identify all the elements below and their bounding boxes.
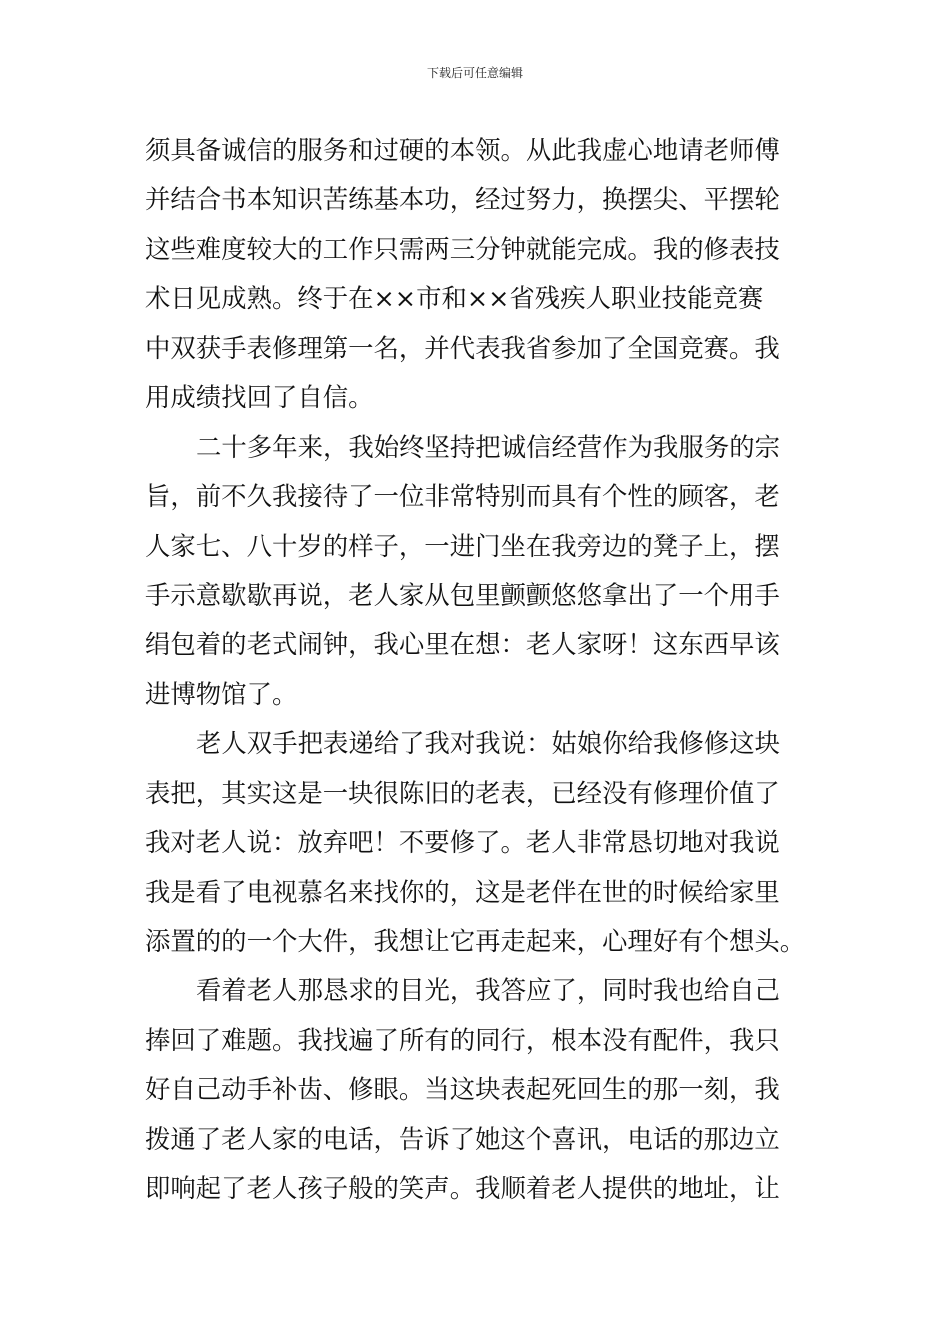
text-line: 手示意歇歇再说，老人家从包里颤颤悠悠拿出了一个用手	[145, 579, 780, 610]
text-line: 拨通了老人家的电话，告诉了她这个喜讯，电话的那边立	[145, 1123, 780, 1154]
text-line: 好自己动手补齿、修眼。当这块表起死回生的那一刻，我	[145, 1074, 780, 1105]
text-line: 添置的的一个大件，我想让它再走起来，心理好有个想头。	[145, 926, 806, 956]
paragraph-first-line: 老人双手把表递给了我对我说：姑娘你给我修修这块	[196, 728, 780, 759]
text-line: 进博物馆了。	[145, 678, 298, 709]
paragraph-first-line: 二十多年来，我始终坚持把诚信经营作为我服务的宗	[196, 431, 780, 462]
text-line: 我是看了电视慕名来找你的，这是老伴在世的时候给家里	[145, 876, 780, 907]
page-header-note: 下载后可任意编辑	[426, 66, 523, 80]
text-line: 术日见成熟。终于在××市和××省残疾人职业技能竞赛	[145, 283, 764, 314]
paragraph-first-line: 看着老人那恳求的目光，我答应了，同时我也给自己	[196, 975, 780, 1006]
text-line: 中双获手表修理第一名，并代表我省参加了全国竞赛。我	[145, 332, 780, 363]
text-line: 须具备诚信的服务和过硬的本领。从此我虚心地请老师傅	[145, 135, 780, 165]
text-line: 人家七、八十岁的样子，一进门坐在我旁边的凳子上，摆	[145, 530, 780, 561]
text-line: 表把，其实这是一块很陈旧的老表，已经没有修理价值了	[145, 777, 780, 808]
text-line: 绢包着的老式闹钟，我心里在想：老人家呀！这东西早该	[145, 629, 780, 660]
text-line: 我对老人说：放弃吧！不要修了。老人非常恳切地对我说	[145, 827, 780, 858]
text-line: 捧回了难题。我找遍了所有的同行，根本没有配件，我只	[145, 1024, 780, 1055]
document-body	[145, 126, 810, 1214]
text-line: 用成绩找回了自信。	[145, 382, 374, 413]
text-line: 旨，前不久我接待了一位非常特别而具有个性的顾客，老	[145, 481, 780, 512]
text-line: 即响起了老人孩子般的笑声。我顺着老人提供的地址，让	[145, 1173, 780, 1204]
text-line: 并结合书本知识苦练基本功，经过努力，换摆尖、平摆轮	[145, 184, 780, 215]
text-line: 这些难度较大的工作只需两三分钟就能完成。我的修表技	[145, 233, 780, 264]
